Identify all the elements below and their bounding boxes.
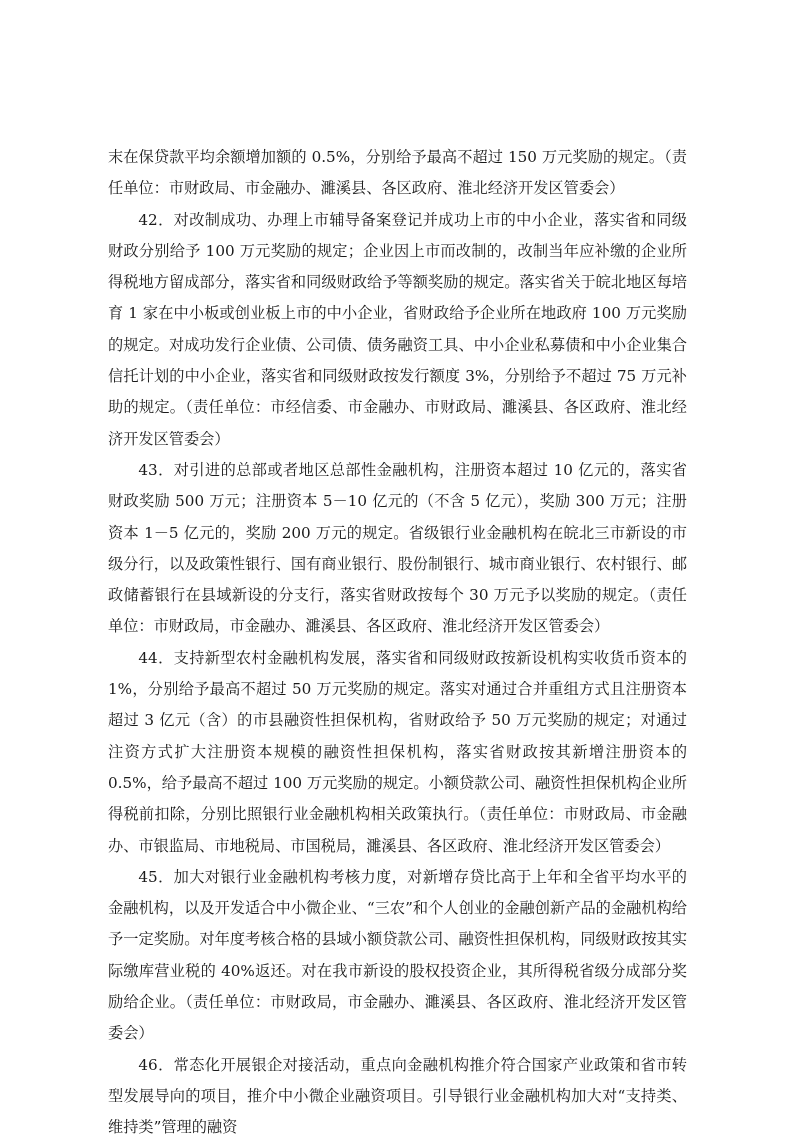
paragraph-continued-41: 末在保贷款平均余额增加额的 0.5%，分别给予最高不超过 150 万元奖励的规定。（责任单位：市财政局、市金融办、濉溪县、各区政府、淮北经济开发区管委会） bbox=[108, 148, 687, 198]
paragraph-45: 45．加大对银行业金融机构考核力度，对新增存贷比高于上年和全省平均水平的金融机构，以及开发适合中小微企业、“三农”和个人创业的金融创新产品的金融机构给予一定奖励。对年度考核合格的县域小额贷款公司、融资性担保机构，同级财政按其实际缴库营业税的 40%返还。对在我市新设的股权投资企业，其所得税省级分成部分奖励给企业。（责任单位：市财政局，市金融办、濉溪县、各区政府、淮北经济开发区管委会） bbox=[108, 867, 687, 1043]
paragraph-42: 42．对改制成功、办理上市辅导备案登记并成功上市的中小企业，落实省和同级财政分别给予 100 万元奖励的规定；企业因上市而改制的，改制当年应补缴的企业所得税地方留成部分，落实省和同级财政给予等额奖励的规定。落实省关于皖北地区每培育 1 家在中小板或创业板上市的中小企业，省财政给予企业所在地政府 100 万元奖励的规定。对成功发行企业债、公司债、债务融资工具、中小企业私募债和中小企业集合信托计划的中小企业，落实省和同级财政按发行额度 3%，分别给予不超过 75 万元补助的规定。（责任单位：市经信委、市金融办、市财政局、濉溪县、各区政府、淮北经济开发区管委会） bbox=[108, 210, 687, 448]
paragraph-43: 43．对引进的总部或者地区总部性金融机构，注册资本超过 10 亿元的，落实省财政奖励 500 万元；注册资本 5－10 亿元的（不含 5 亿元），奖励 300 万元；注册资本 1－5 亿元的，奖励 200 万元的规定。省级银行业金融机构在皖北三市新设的市级分行，以及政策性银行、国有商业银行、股份制银行、城市商业银行、农村银行、邮政储蓄银行在县域新设的分支行，落实省财政按每个 30 万元予以奖励的规定。（责任单位：市财政局，市金融办、濉溪县、各区政府、淮北经济开发区管委会） bbox=[108, 460, 687, 636]
document-body bbox=[108, 142, 687, 1144]
paragraph-44: 44．支持新型农村金融机构发展，落实省和同级财政按新设机构实收货币资本的 1%，分别给予最高不超过 50 万元奖励的规定。落实对通过合并重组方式且注册资本超过 3 亿元（含）的市县融资性担保机构，省财政给予 50 万元奖励的规定；对通过注资方式扩大注册资本规模的融资性担保机构，落实省财政按其新增注册资本的 0.5%，给予最高不超过 100 万元奖励的规定。小额贷款公司、融资性担保机构企业所得税前扣除，分别比照银行业金融机构相关政策执行。（责任单位：市财政局、市金融办、市银监局、市地税局、市国税局，濉溪县、各区政府、淮北经济开发区管委会） bbox=[108, 648, 687, 855]
paragraph-46: 46．常态化开展银企对接活动，重点向金融机构推介符合国家产业政策和省市转型发展导向的项目，推介中小微企业融资项目。引导银行业金融机构加大对“支持类、维持类”管理的融资 bbox=[108, 1055, 687, 1137]
